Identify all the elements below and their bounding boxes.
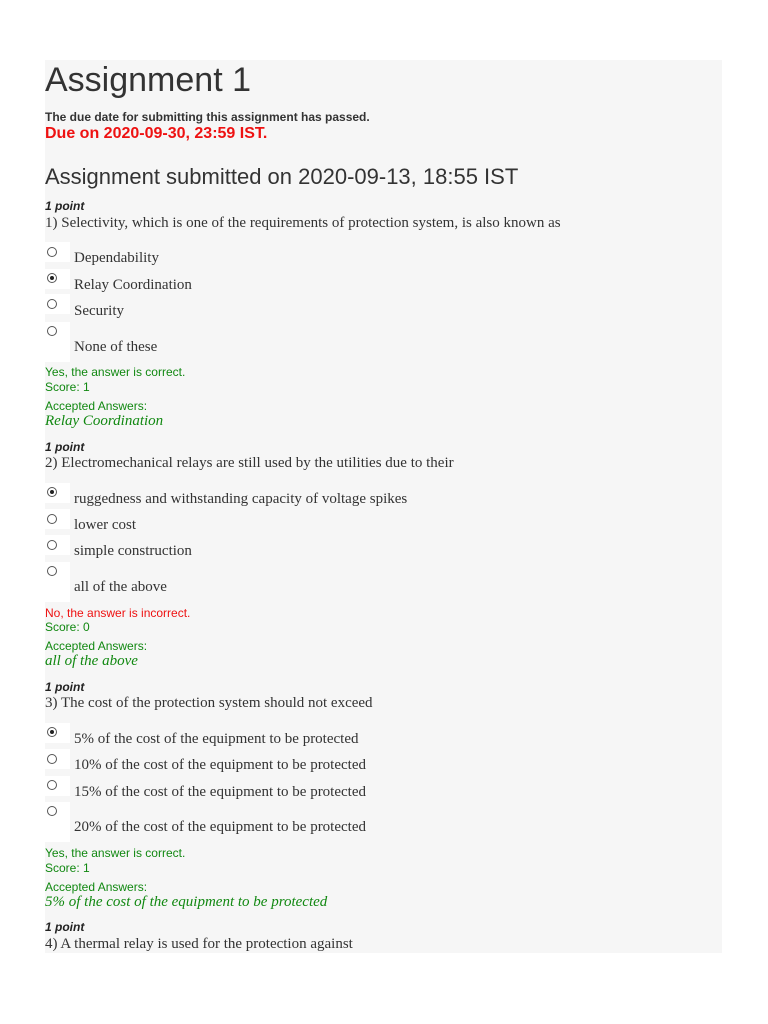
question-points: 1 point: [45, 680, 85, 694]
radio-button[interactable]: [47, 754, 57, 764]
radio-button[interactable]: [47, 514, 57, 524]
radio-button[interactable]: [47, 540, 57, 550]
option-label: 5% of the cost of the equipment to be protected: [74, 731, 359, 747]
radio-button[interactable]: [47, 326, 57, 336]
option-box: [45, 342, 70, 362]
question-text: 3) The cost of the protection system should not exceed: [45, 695, 373, 711]
accepted-answer: Relay Coordination: [45, 413, 164, 429]
option-label: simple construction: [74, 543, 192, 559]
question-points: 1 point: [45, 440, 85, 454]
accepted-answer: all of the above: [45, 653, 138, 669]
accepted-answer: 5% of the cost of the equipment to be protected: [45, 894, 328, 910]
radio-button[interactable]: [47, 247, 57, 257]
feedback-incorrect: No, the answer is incorrect.: [45, 606, 191, 620]
option-box: [45, 822, 70, 842]
accepted-answers-label: Accepted Answers:: [45, 639, 148, 653]
option-label: ruggedness and withstanding capacity of voltage spikes: [74, 491, 408, 507]
option-box: [45, 582, 70, 602]
radio-button[interactable]: [47, 780, 57, 790]
radio-button-selected[interactable]: [47, 273, 57, 283]
option-label: Relay Coordination: [74, 277, 192, 293]
submission-status: Assignment submitted on 2020-09-13, 18:55 IST: [45, 164, 519, 189]
radio-button[interactable]: [47, 806, 57, 816]
option-label: Security: [74, 303, 124, 319]
option-label: 10% of the cost of the equipment to be protected: [74, 757, 366, 773]
accepted-answers-label: Accepted Answers:: [45, 880, 148, 894]
score: Score: 1: [45, 380, 90, 394]
question-points: 1 point: [45, 920, 85, 934]
question-text: 1) Selectivity, which is one of the requirements of protection system, is also known as: [45, 215, 561, 231]
assignment-title: Assignment 1: [45, 61, 251, 99]
radio-button-selected[interactable]: [47, 727, 57, 737]
option-label: 20% of the cost of the equipment to be protected: [74, 819, 366, 835]
radio-button[interactable]: [47, 566, 57, 576]
question-text: 2) Electromechanical relays are still used by the utilities due to their: [45, 455, 454, 471]
radio-button-selected[interactable]: [47, 487, 57, 497]
score: Score: 0: [45, 620, 90, 634]
accepted-answers-label: Accepted Answers:: [45, 399, 148, 413]
feedback-correct: Yes, the answer is correct.: [45, 365, 186, 379]
question-text: 4) A thermal relay is used for the protection against: [45, 936, 353, 952]
question-points: 1 point: [45, 199, 85, 213]
option-label: 15% of the cost of the equipment to be protected: [74, 784, 366, 800]
option-label: lower cost: [74, 517, 137, 533]
score: Score: 1: [45, 861, 90, 875]
due-date: Due on 2020-09-30, 23:59 IST.: [45, 125, 268, 142]
feedback-correct: Yes, the answer is correct.: [45, 846, 186, 860]
radio-button[interactable]: [47, 299, 57, 309]
due-passed-notice: The due date for submitting this assignment has passed.: [45, 110, 370, 124]
assignment-panel: [45, 60, 722, 953]
option-label: all of the above: [74, 579, 167, 595]
option-label: None of these: [74, 339, 158, 355]
option-label: Dependability: [74, 250, 159, 266]
